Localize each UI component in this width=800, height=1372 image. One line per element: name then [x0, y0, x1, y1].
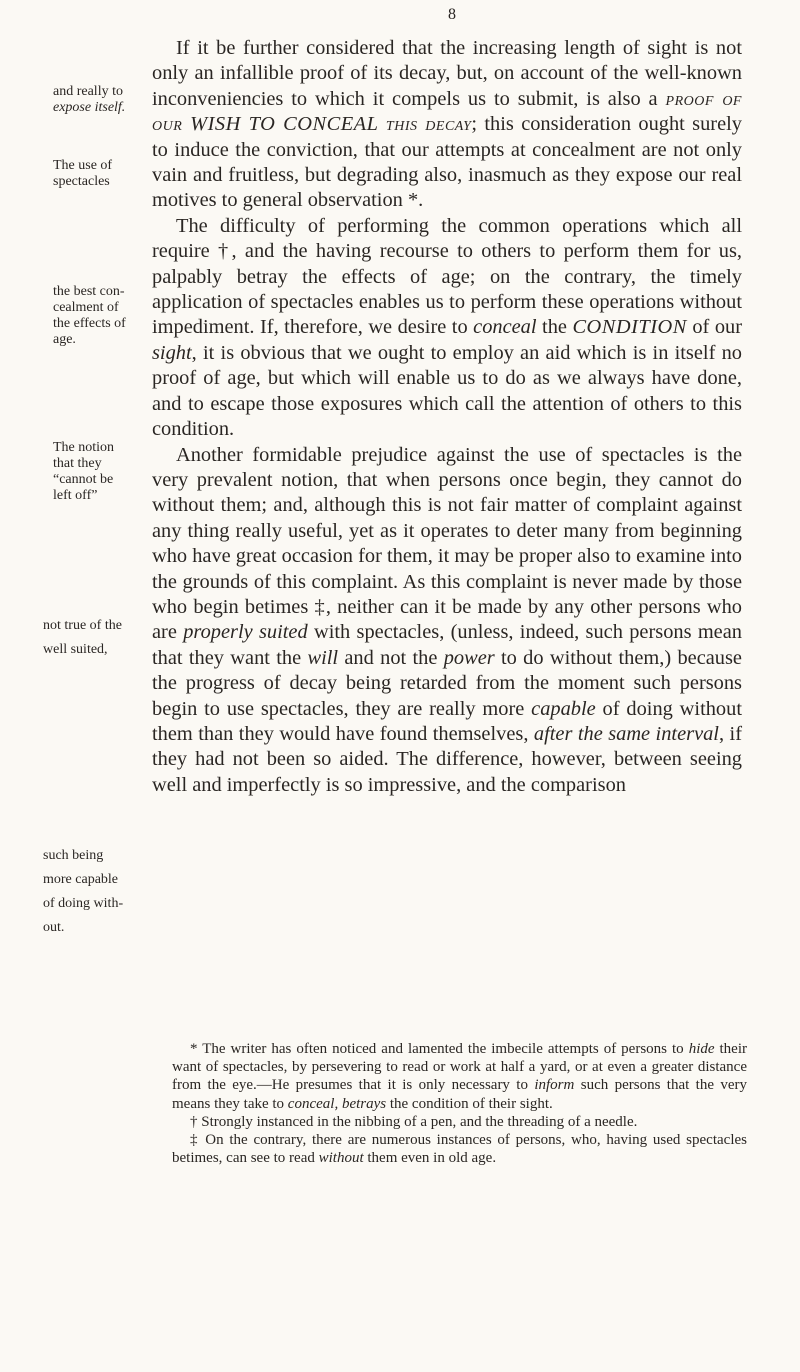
margin-note: The use of: [53, 158, 113, 173]
text-run: of our: [686, 316, 743, 339]
footnote: [172, 1131, 747, 1167]
paragraph: [152, 443, 742, 799]
paragraph: [152, 214, 742, 443]
margin-note: and really to: [53, 84, 123, 99]
margin-note: more capable: [43, 872, 119, 887]
text-run: to do without them,) because the progress of decay being retarded from the moment such persons begin to use spectacles, they are really more: [152, 646, 742, 720]
emphasis: conceal, betrays: [287, 1095, 387, 1112]
margin-note: expose itself.: [53, 100, 126, 115]
emphasis: capable: [531, 697, 596, 720]
margin-note: of doing with-: [43, 896, 124, 911]
page-number: 8: [448, 6, 456, 23]
text-run: ; this consideration ought surely to induce the conviction, that our attempts at concealment are not only vain and fruitless, but degrading also, inasmuch as they expose our real motives to general observation *.: [152, 113, 742, 212]
margin-note: left off”: [53, 488, 98, 503]
text-run: such persons that the very means they take to: [172, 1077, 747, 1112]
margin-note: that they: [53, 456, 102, 471]
footnotes: [172, 1040, 747, 1167]
emphasis: after the same interval: [533, 722, 719, 745]
text-run: the condition of their sight.: [386, 1095, 553, 1112]
body-text: [152, 36, 742, 798]
text-run: , if they had not been so aided. The difference, however, between seeing well and imperfectly is so impressive, and the comparison: [152, 722, 742, 796]
text-run: of doing without them than they would have found themselves,: [152, 697, 742, 745]
margin-note: “cannot be: [53, 472, 114, 487]
paragraph: [152, 36, 742, 214]
margin-note: out.: [43, 920, 65, 935]
text-run: Another formidable prejudice against the use of spectacles is the very prevalent notion, that when persons once begin, they cannot do without them; and, although this is not fair matter of complaint against any thing really useful, yet as it operates to deter many from beginning who have great occasion for them, it may be proper also to examine into the grounds of this complaint. As this complaint is never made by those who begin betimes ‡, neither can it be made by any other persons who are: [152, 443, 743, 644]
text-run: with spectacles, (unless, indeed, such persons mean that they want the: [152, 621, 742, 669]
margin-note: cealment of: [53, 300, 119, 315]
text-run: ‡ On the contrary, there are numerous instances of persons, who, having used spectacles betimes, can see to read: [172, 1132, 747, 1167]
emphasis: sight: [152, 341, 192, 364]
text-run: The difficulty of performing the common operations which all require †, and the having recourse to others to perform them for us, palpably betray the effects of age; on the contrary, the timely application of spectacles enables us to perform these operations without impediment. If, therefore, we desire to: [152, 214, 742, 339]
emphasis: CONDITION: [572, 316, 687, 339]
emphasis: proof of our WISH TO CONCEAL this decay: [152, 87, 742, 136]
margin-note: The notion: [53, 440, 115, 455]
margin-note: not true of the: [43, 618, 122, 633]
emphasis: inform: [534, 1077, 575, 1094]
margin-note: spectacles: [53, 174, 110, 189]
emphasis: properly suited: [183, 621, 308, 644]
text-run: If it be further considered that the increasing length of sight is not only an infallible proof of its decay, but, on account of the well-known inconveniencies to which it compels us to submit, is also a: [152, 37, 742, 110]
margin-note: such being: [43, 848, 104, 863]
text-run: and not the: [338, 646, 444, 669]
emphasis: hide: [688, 1041, 715, 1057]
emphasis: power: [443, 646, 495, 669]
margin-note: age.: [53, 332, 76, 347]
footnote: [172, 1040, 747, 1113]
footnote: [172, 1113, 747, 1131]
margin-note: the best con-: [53, 284, 125, 299]
margin-note: the effects of: [53, 316, 126, 331]
text-run: † Strongly instanced in the nibbing of a pen, and the threading of a needle.: [190, 1113, 638, 1130]
emphasis: without: [318, 1150, 364, 1167]
margin-note: well suited,: [43, 642, 108, 657]
emphasis: conceal: [473, 316, 537, 339]
text-run: them even in old age.: [363, 1150, 497, 1167]
emphasis: will: [307, 646, 339, 669]
text-run: the: [536, 316, 573, 339]
text-run: , it is obvious that we ought to employ an aid which is in itself no proof of age, but which will enable us to do as we always have done, and to escape those exposures which call the attention of others to this condition.: [152, 341, 742, 441]
text-run: * The writer has often noticed and lamented the imbecile attempts of persons to: [190, 1041, 689, 1057]
text-run: their want of spectacles, by persevering to read or work at half a yard, or at even a greater distance from the eye.—He presumes that it is only necessary to: [172, 1041, 747, 1094]
